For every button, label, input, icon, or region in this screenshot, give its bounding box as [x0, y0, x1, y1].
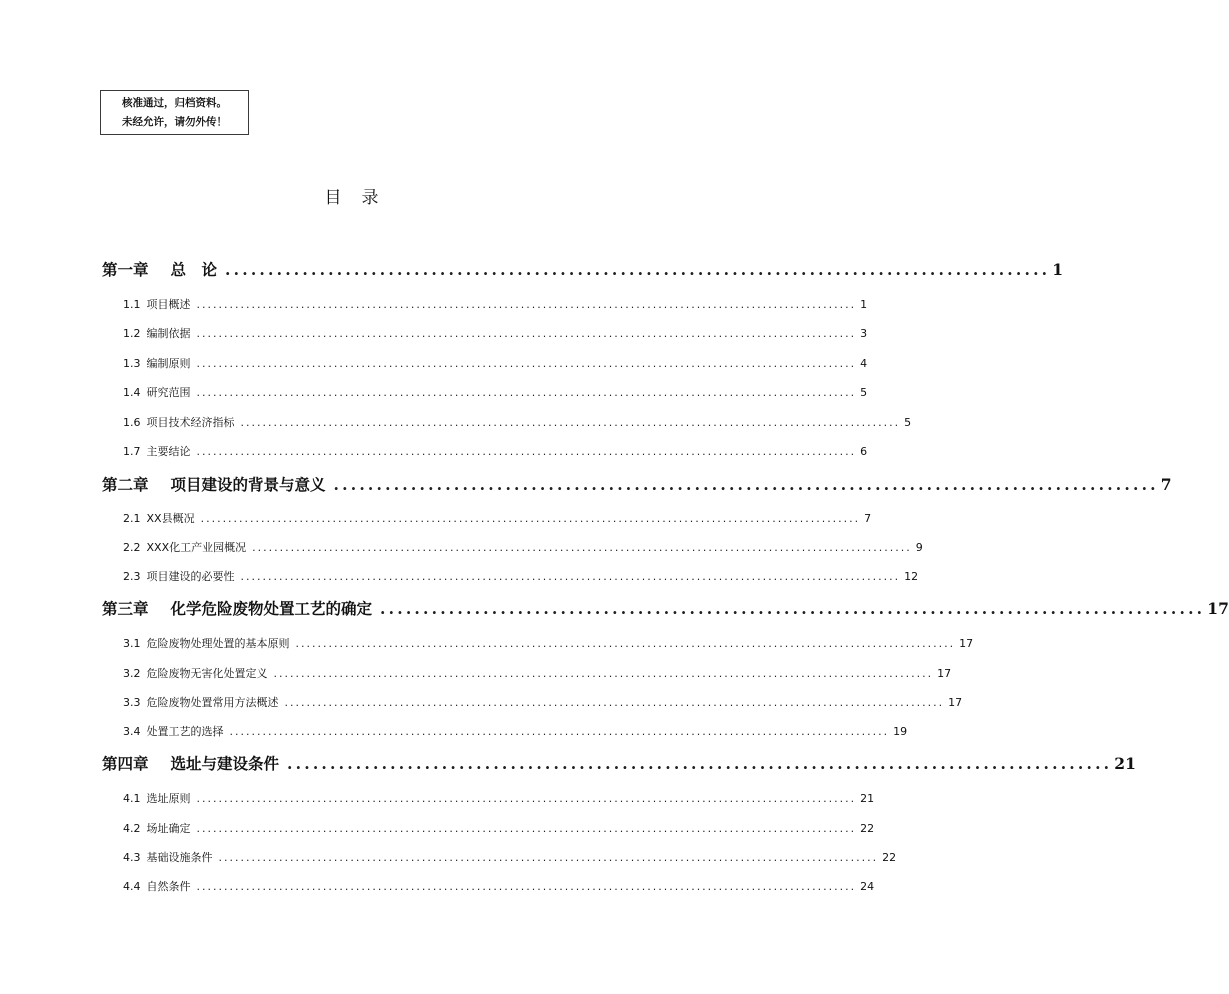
section-number: 4.3	[123, 851, 141, 864]
dot-leader: ........................................................................................................................	[240, 416, 901, 429]
section-page: 7	[864, 512, 872, 525]
section-title: 危险废物处置常用方法概述	[146, 696, 279, 709]
section-title: 项目概述	[146, 298, 191, 311]
section-number: 1.4	[123, 386, 141, 399]
section-page: 22	[882, 851, 897, 864]
section-title: 危险废物处理处置的基本原则	[146, 637, 290, 650]
section-number: 1.1	[123, 298, 141, 311]
chapter-number: 第三章	[102, 599, 149, 618]
section-title: 选址原则	[146, 792, 191, 805]
dot-leader: ........................................................................................................................	[196, 792, 857, 805]
section-number: 2.3	[123, 570, 141, 583]
dot-leader: ........................................................................................................................	[196, 298, 857, 311]
chapter-page: 1	[1052, 260, 1064, 279]
toc-section[interactable]	[123, 325, 868, 341]
section-title: 主要结论	[146, 445, 191, 458]
chapter-title: 总 论	[170, 260, 218, 279]
dot-leader: ........................................................................................................................	[196, 822, 857, 835]
section-number: 1.3	[123, 357, 141, 370]
dot-leader: ........................................................................................................................	[284, 696, 945, 709]
toc-section[interactable]	[123, 723, 908, 739]
section-title: 危险废物无害化处置定义	[146, 667, 268, 680]
chapter-page: 7	[1160, 475, 1172, 494]
section-number: 4.2	[123, 822, 141, 835]
section-page: 19	[893, 725, 908, 738]
toc-section[interactable]	[123, 510, 872, 526]
section-number: 3.3	[123, 696, 141, 709]
chapter-number: 第四章	[102, 754, 149, 773]
confidential-stamp	[100, 90, 249, 135]
title-char-1: 目	[324, 188, 342, 208]
toc-section[interactable]	[123, 665, 952, 681]
dot-leader: ........................................................................................................................	[196, 386, 857, 399]
section-page: 9	[915, 541, 923, 554]
section-title: XX县概况	[146, 512, 195, 525]
chapter-title: 化学危险废物处置工艺的确定	[170, 599, 373, 618]
section-title: XXX化工产业园概况	[146, 541, 247, 554]
toc-section[interactable]	[123, 539, 923, 555]
chapter-number: 第一章	[102, 260, 149, 279]
section-page: 6	[860, 445, 868, 458]
section-page: 22	[860, 822, 875, 835]
section-title: 场址确定	[146, 822, 191, 835]
dot-leader: ........................................................................................................................	[196, 327, 857, 340]
dot-leader: ........................................................................................................................	[229, 725, 890, 738]
section-number: 1.7	[123, 445, 141, 458]
toc-section[interactable]	[123, 384, 868, 400]
section-number: 3.4	[123, 725, 141, 738]
chapter-page: 17	[1207, 599, 1229, 618]
toc-section[interactable]	[123, 878, 875, 894]
section-title: 自然条件	[146, 880, 191, 893]
section-page: 17	[959, 637, 974, 650]
title-char-2: 录	[361, 188, 379, 208]
dot-leader: ........................................................................................................................	[196, 880, 857, 893]
dot-leader: ........................................................................................................................	[200, 512, 861, 525]
section-number: 1.6	[123, 416, 141, 429]
toc-section[interactable]	[123, 296, 868, 312]
section-title: 处置工艺的选择	[146, 725, 224, 738]
dot-leader: ................................................................................................	[380, 599, 1206, 618]
toc-section[interactable]	[123, 414, 912, 430]
dot-leader: ........................................................................................................................	[252, 541, 912, 554]
section-page: 21	[860, 792, 875, 805]
section-number: 4.1	[123, 792, 141, 805]
dot-leader: ................................................................................................	[225, 260, 1051, 279]
section-number: 4.4	[123, 880, 141, 893]
toc-chapter[interactable]	[102, 597, 1229, 619]
section-page: 5	[860, 386, 868, 399]
section-page: 17	[937, 667, 952, 680]
section-page: 5	[904, 416, 912, 429]
section-page: 12	[904, 570, 919, 583]
chapter-page: 21	[1114, 754, 1136, 773]
page-title	[0, 183, 703, 208]
section-page: 24	[860, 880, 875, 893]
section-title: 编制原则	[146, 357, 191, 370]
dot-leader: ........................................................................................................................	[273, 667, 934, 680]
section-number: 1.2	[123, 327, 141, 340]
dot-leader: ................................................................................................	[333, 475, 1159, 494]
section-number: 3.1	[123, 637, 141, 650]
toc-section[interactable]	[123, 355, 868, 371]
stamp-line-1: 核准通过，归档资料。	[122, 97, 227, 109]
toc-section[interactable]	[123, 443, 868, 459]
stamp-line-2: 未经允许，请勿外传！	[122, 116, 227, 128]
toc-chapter[interactable]	[102, 752, 1136, 774]
chapter-number: 第二章	[102, 475, 149, 494]
section-title: 编制依据	[146, 327, 191, 340]
section-title: 项目建设的必要性	[146, 570, 235, 583]
section-number: 3.2	[123, 667, 141, 680]
toc-section[interactable]	[123, 568, 919, 584]
dot-leader: ........................................................................................................................	[240, 570, 901, 583]
toc-chapter[interactable]	[102, 258, 1064, 280]
section-page: 17	[948, 696, 963, 709]
toc-section[interactable]	[123, 694, 963, 710]
dot-leader: ................................................................................................	[287, 754, 1113, 773]
section-title: 研究范围	[146, 386, 191, 399]
section-page: 4	[860, 357, 868, 370]
section-number: 2.2	[123, 541, 141, 554]
section-number: 2.1	[123, 512, 141, 525]
chapter-title: 项目建设的背景与意义	[170, 475, 326, 494]
toc-section[interactable]	[123, 635, 974, 651]
section-title: 项目技术经济指标	[146, 416, 235, 429]
section-page: 3	[860, 327, 868, 340]
chapter-title: 选址与建设条件	[170, 754, 280, 773]
dot-leader: ........................................................................................................................	[196, 445, 857, 458]
toc-chapter[interactable]	[102, 473, 1172, 495]
section-page: 1	[860, 298, 868, 311]
dot-leader: ........................................................................................................................	[196, 357, 857, 370]
toc-section[interactable]	[123, 790, 875, 806]
dot-leader: ........................................................................................................................	[218, 851, 879, 864]
section-title: 基础设施条件	[146, 851, 213, 864]
dot-leader: ........................................................................................................................	[295, 637, 956, 650]
toc-section[interactable]	[123, 849, 897, 865]
toc-section[interactable]	[123, 820, 875, 836]
